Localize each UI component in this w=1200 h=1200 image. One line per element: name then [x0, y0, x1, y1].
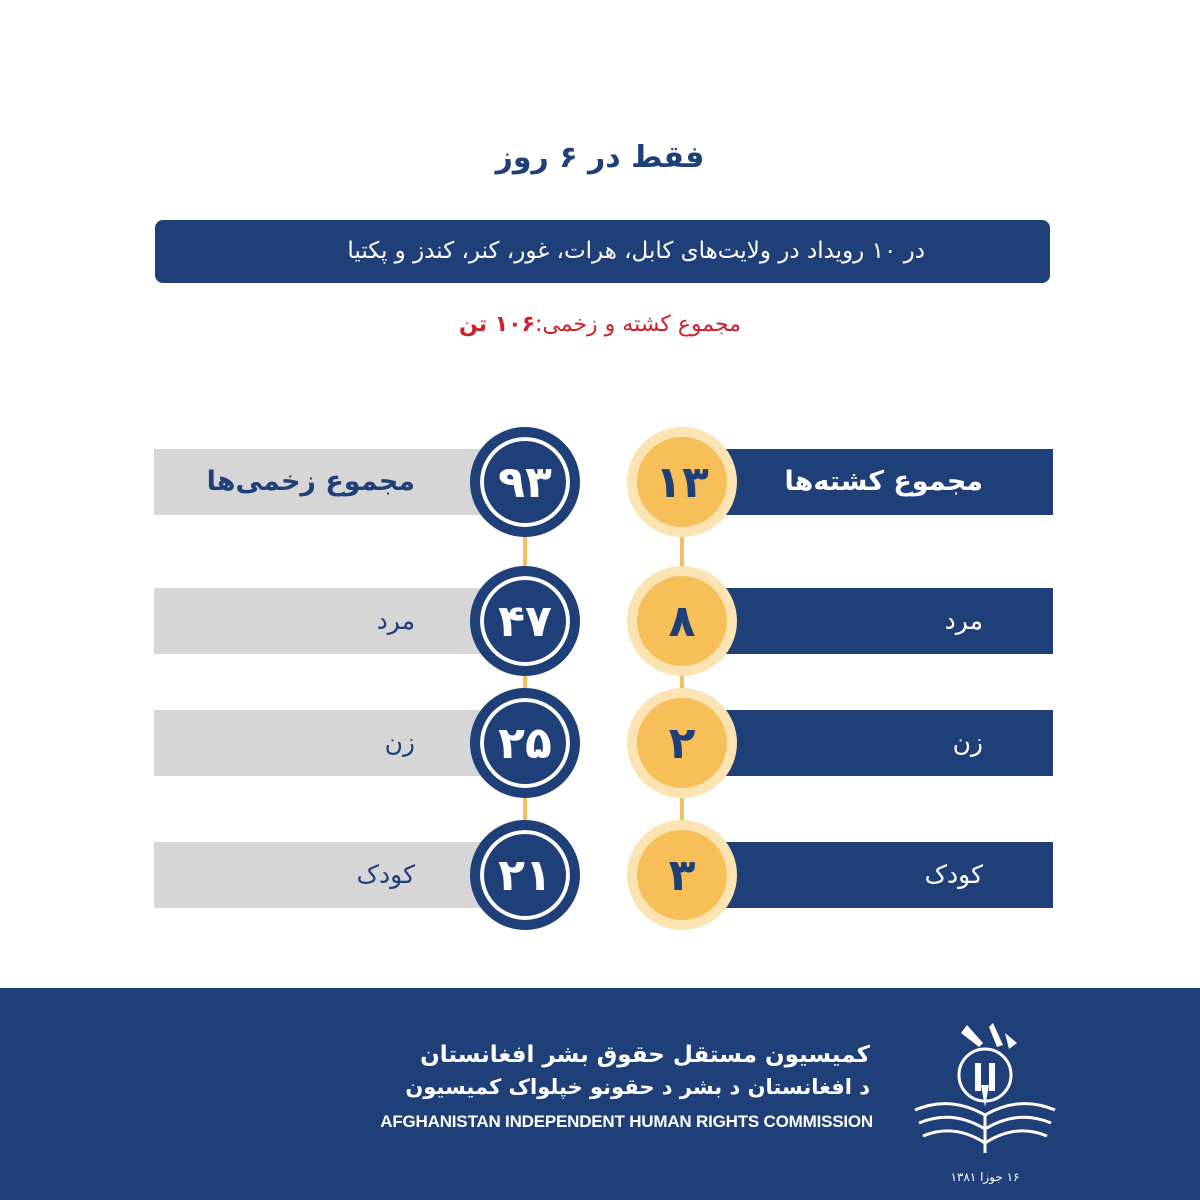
incidents-banner: در ۱۰ رویداد در ولایت‌های کابل، هرات، غور، کنر، کندز و پکتیا	[155, 220, 1050, 283]
killed-women-circle: ۲	[627, 688, 737, 798]
killed-children-circle: ۳	[627, 820, 737, 930]
injured-men-circle: ۴۷	[470, 566, 580, 676]
injured-men-bar: مرد	[154, 588, 490, 654]
killed-total-bar: مجموع کشته‌ها	[700, 449, 1053, 515]
org-name-pashto: د افغانستان د بشر د حقونو خپلواک کمیسیون	[405, 1075, 870, 1099]
total-value: ۱۰۶ تن	[458, 312, 535, 337]
killed-men-bar: مرد	[700, 588, 1053, 654]
injured-women-circle: ۲۵	[470, 688, 580, 798]
page-title: فقط در ۶ روز	[495, 140, 705, 175]
killed-children-bar: کودک	[700, 842, 1053, 908]
injured-children-bar: کودک	[154, 842, 490, 908]
killed-total-circle: ۱۳	[627, 427, 737, 537]
injured-total-bar: مجموع زخمی‌ها	[154, 449, 490, 515]
total-label: مجموع کشته و زخمی:	[534, 312, 742, 337]
killed-women-bar: زن	[700, 710, 1053, 776]
aihrc-logo-icon	[905, 1015, 1065, 1165]
org-name-english: AFGHANISTAN INDEPENDENT HUMAN RIGHTS COMMISSION	[380, 1112, 873, 1131]
injured-women-bar: زن	[154, 710, 490, 776]
logo-date: ۱۶ جوزا ۱۳۸۱	[950, 1170, 1020, 1184]
injured-total-circle: ۹۳	[470, 427, 580, 537]
injured-children-circle: ۲۱	[470, 820, 580, 930]
total-casualties	[0, 312, 1200, 352]
killed-men-circle: ۸	[627, 566, 737, 676]
org-name-dari: کمیسیون مستقل حقوق بشر افغانستان	[420, 1042, 870, 1068]
